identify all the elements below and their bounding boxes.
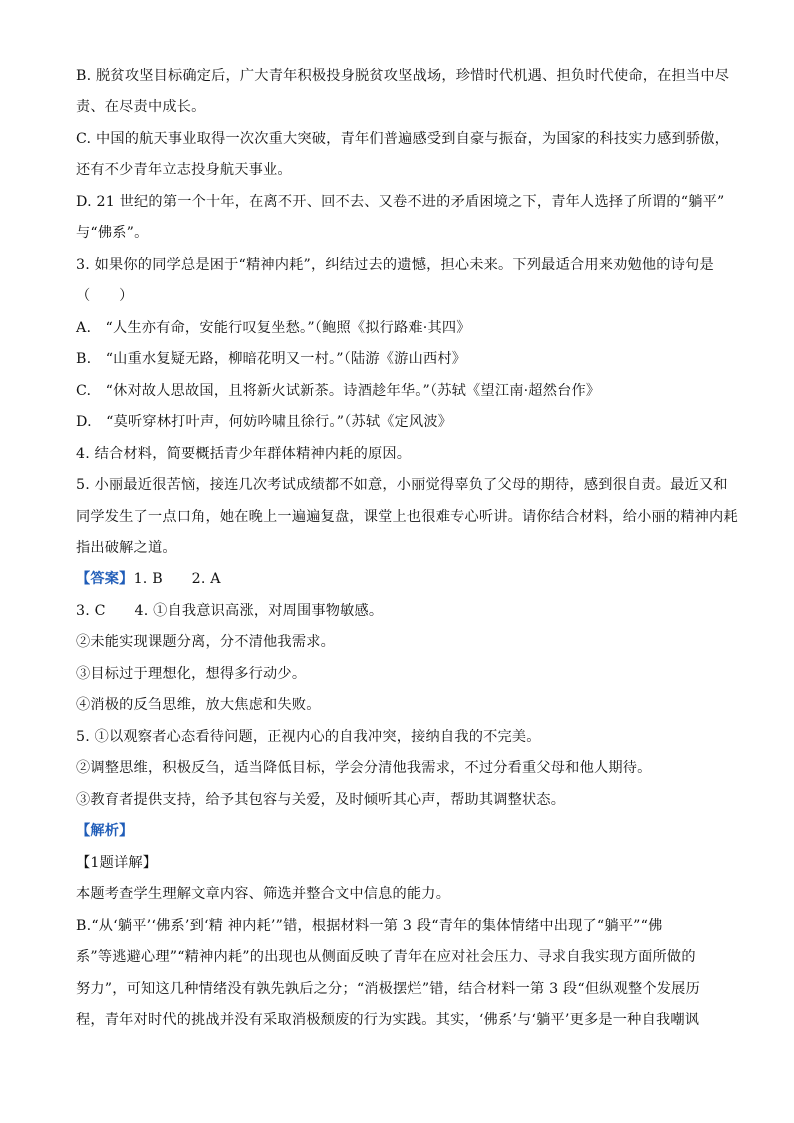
answer-line-4: ③目标过于理想化，想得多行动少。 (76, 666, 307, 682)
q3-option-a: A. “人生亦有命，安能行叹复坐愁。”（鲍照《拟行路难·其四》 (76, 320, 471, 336)
q3-option-c: C. “休对故人思故国，且将新火试新茶。诗酒趁年华。”（苏轼《望江南·超然台作》 (76, 383, 601, 399)
option-b-line-1: B. 脱贫攻坚目标确定后，广大青年积极投身脱贫攻坚战场，珍惜时代机遇、担负时代使命，在担当中尽 (76, 68, 730, 84)
answer-first: 1. B 2. A (133, 571, 221, 587)
option-c-line-2: 还有不少青年立志投身航天事业。 (76, 162, 292, 178)
q3-option-d: D. “莫听穿林打叶声，何妨吟啸且徐行。”（苏轼《定风波》 (76, 414, 453, 430)
answer-line-7: ②调整思维，积极反刍，适当降低目标，学会分清他我需求，不过分看重父母和他人期待。 (76, 760, 652, 776)
question-5-line-1: 5. 小丽最近很苦恼，接连几次考试成绩都不如意，小丽觉得辜负了父母的期待，感到很自责。最近又和 (76, 477, 728, 493)
question-5-line-3: 指出破解之道。 (76, 540, 177, 556)
question-3-blank: （ ） (76, 288, 134, 304)
answer-line-6: 5. ①以观察者心态看待问题，正视内心的自我冲突，接纳自我的不完美。 (76, 729, 541, 745)
option-d-line-2: 与“佛系”。 (76, 225, 149, 241)
answer-line-8: ③教育者提供支持，给予其包容与关爱，及时倾听其心声，帮助其调整状态。 (76, 792, 566, 808)
answer-line-2: 3. C 4. ①自我意识高涨，对周围事物敏感。 (76, 603, 384, 619)
detail-line-1: 本题考查学生理解文章内容、筛选并整合文中信息的能力。 (76, 886, 451, 902)
answer-line (76, 569, 724, 589)
detail-line-5: 程，青年对时代的挑战并没有采取消极颓废的行为实践。其实，‘佛系’与‘躺平’更多是一种自我嘲讽 (76, 1012, 700, 1028)
answer-line-3: ②未能实现课题分离，分不清他我需求。 (76, 634, 335, 650)
answer-tag: 【答案】 (76, 571, 134, 587)
question-4: 4. 结合材料，简要概括青少年群体精神内耗的原因。 (76, 446, 412, 462)
option-b-line-2: 责、在尽责中成长。 (76, 99, 206, 115)
detail-line-2: B.“从‘躺平’‘佛系’到‘精 神内耗’”错，根据材料一第 3 段“青年的集体情绪中出现了“躺平”“佛 (76, 918, 663, 934)
detail-tag: 【1题详解】 (76, 855, 158, 871)
analysis-tag: 【解析】 (76, 823, 134, 839)
q3-option-b: B. “山重水复疑无路，柳暗花明又一村。”（陆游《游山西村》 (76, 351, 467, 367)
question-5-line-2: 同学发生了一点口角，她在晚上一遍遍复盘，课堂上也很难专心听讲。请你结合材料，给小丽的精神内耗 (76, 509, 738, 525)
option-d-line-1: D. 21 世纪的第一个十年，在离不开、回不去、又卷不进的矛盾困境之下，青年人选择了所谓的“躺平” (76, 194, 725, 210)
question-3-line-1: 3. 如果你的同学总是困于“精神内耗”，纠结过去的遗憾，担心未来。下列最适合用来劝勉他的诗句是 (76, 257, 714, 273)
detail-line-4: 努力”，可知这几种情绪没有孰先孰后之分；“消极摆烂”错，结合材料一第 3 段“但纵观整个发展历 (76, 981, 700, 997)
answer-line-5: ④消极的反刍思维，放大焦虑和失败。 (76, 697, 321, 713)
option-c-line-1: C. 中国的航天事业取得一次次重大突破，青年们普遍感受到自豪与振奋，为国家的科技实力感到骄傲， (76, 131, 730, 147)
detail-line-3: 系”等逃避心理”“精神内耗”的出现也从侧面反映了青年在应对社会压力、寻求自我实现方面所做的 (76, 949, 696, 965)
